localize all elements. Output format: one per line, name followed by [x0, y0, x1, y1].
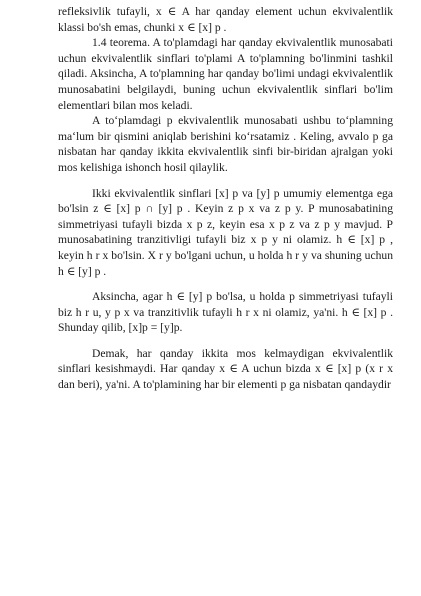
- paragraph-proof-intro: A to‘plamdagi p ekvivalentlik munosabati ushbu to‘plamning ma‘lum bir qismini aniqlab berishini ko‘rsatamiz . Keling, avvalo p ga nisbatan har qanday ikkita ekvivalentlik sinfi bir-biridan ajralgan yoki mos kelishiga ishonch hosil qilaylik.: [58, 114, 393, 174]
- paragraph-gap: [58, 176, 393, 186]
- paragraph-conclusion: Demak, har qanday ikkita mos kelmaydigan ekvivalentlik sinflari kesishmaydi. Har qanday x ∈ A uchun bizda x ∈ [x] p (x r x dan beri), ya'ni. A to'plamining har bir elementi p ga nisbatan qandaydir: [58, 346, 393, 392]
- paragraph-classes-common-element: Ikki ekvivalentlik sinflari [x] p va [y] p umumiy elementga ega bo'lsin z ∈ [x] p ∩ [y] p . Keyin z p x va z p y. P munosabatining simmetriyasi tufayli bizda x p z, keyin esa x p z va z p y mavjud. P munosabatining tranzitivligi tufayli biz x p y ni olamiz. h ∈ [x] p , keyin h r x bo'lsin. X r y bo'lgani uchun, u holda h r y va shuning uchun h ∈ [y] p .: [58, 186, 393, 278]
- paragraph-theorem: 1.4 teorema. A to'plamdagi har qanday ekvivalentlik munosabati uchun ekvivalentlik sinflari to'plami A to'plamning bo'linmini tashkil qiladi. Aksincha, A to'plamning har qanday bo'limi undagi ekvivalentlik munosabatini belgilaydi, buning uchun ekvivalentlik sinflari bo'lim elementlari bilan mos keladi.: [58, 36, 393, 112]
- paragraph-gap: [58, 336, 393, 346]
- paragraph-gap: [58, 279, 393, 289]
- paragraph-converse: Aksincha, agar h ∈ [y] p bo'lsa, u holda p simmetriyasi tufayli biz h r u, y p x va tranzitivlik tufayli h r x ni olamiz, ya'ni. h ∈ [x] p . Shunday qilib, [x]p = [y]p.: [58, 290, 393, 335]
- paragraph-continuation: refleksivlik tufayli, x ∈ A har qanday element uchun ekvivalentlik klassi bo'sh emas, chunki x ∈ [x] p .: [58, 5, 393, 34]
